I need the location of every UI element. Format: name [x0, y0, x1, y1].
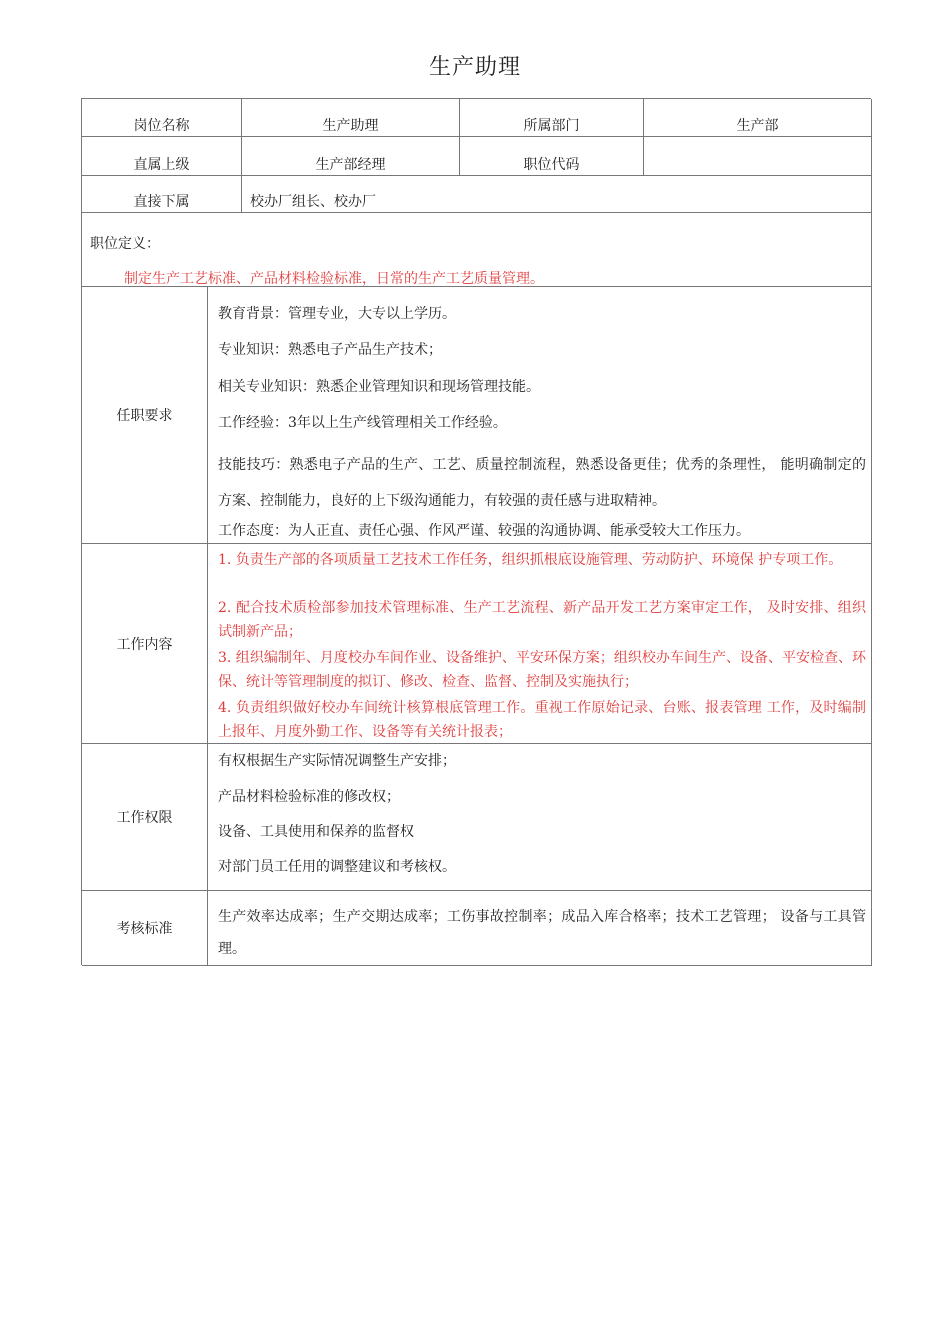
assessment-text: 生产效率达成率；生产交期达成率；工伤事故控制率；成品入库合格率；技术工艺管理； 设备与工具管理。 — [218, 909, 866, 957]
authority-item-4: 对部门员工任用的调整建议和考核权。 — [218, 859, 456, 875]
requirements-content — [208, 287, 872, 544]
assessment-content — [208, 891, 872, 966]
definition-label: 职位定义： — [90, 236, 160, 252]
authority-item-3: 设备、工具使用和保养的监督权 — [218, 824, 414, 840]
content-item-2: 2. 配合技术质检部参加技术管理标准、生产工艺流程、新产品开发工艺方案审定工作， 及时安排、组织试制新产品； — [218, 600, 866, 640]
content-label: 工作内容 — [82, 544, 208, 744]
req-related-knowledge: 相关专业知识：熟悉企业管理知识和现场管理技能。 — [218, 379, 540, 395]
label-department: 所属部门 — [460, 99, 644, 137]
content-item-4: 4. 负责组织做好校办车间统计核算根底管理工作。重视工作原始记录、台账、报表管理 工作，及时编制上报年、月度外勤工作、设备等有关统计报表； — [218, 700, 866, 740]
value-position-code — [644, 137, 872, 176]
req-attitude: 工作态度：为人正直、责任心强、作风严谨、较强的沟通协调、能承受较大工作压力。 — [218, 523, 750, 539]
authority-item-1: 有权根据生产实际情况调整生产安排； — [218, 753, 456, 769]
label-position-code: 职位代码 — [460, 137, 644, 176]
authority-label: 工作权限 — [82, 744, 208, 891]
label-position-name: 岗位名称 — [82, 99, 242, 137]
value-department: 生产部 — [644, 99, 872, 137]
requirements-label: 任职要求 — [82, 287, 208, 544]
label-direct-superior: 直属上级 — [82, 137, 242, 176]
req-skills: 技能技巧：熟悉电子产品的生产、工艺、质量控制流程，熟悉设备更佳；优秀的条理性， 能明确制定的方案、控制能力，良好的上下级沟通能力，有较强的责任感与进取精神。 — [218, 457, 866, 509]
page-title: 生产助理 — [428, 55, 521, 80]
content-item-1: 1. 负责生产部的各项质量工艺技术工作任务，组织抓根底设施管理、劳动防护、环境保 护专项工作。 — [218, 552, 843, 568]
req-education: 教育背景：管理专业，大专以上学历。 — [218, 306, 456, 322]
content-item-3: 3. 组织编制年、月度校办车间作业、设备维护、平安环保方案；组织校办车间生产、设备、平安检查、环保、统计等管理制度的拟订、修改、检查、监督、控制及实施执行； — [218, 650, 866, 690]
job-description-table — [81, 98, 871, 965]
authority-item-2: 产品材料检验标准的修改权； — [218, 789, 400, 805]
authority-list — [208, 744, 872, 891]
content-list — [208, 544, 872, 744]
req-experience: 工作经验：3年以上生产线管理相关工作经验。 — [218, 415, 507, 431]
definition-text: 制定生产工艺标准、产品材料检验标准，日常的生产工艺质量管理。 — [124, 271, 544, 287]
value-direct-subordinate: 校办厂组长、校办厂 — [242, 176, 872, 213]
req-knowledge: 专业知识：熟悉电子产品生产技术； — [218, 342, 442, 358]
value-direct-superior: 生产部经理 — [242, 137, 460, 176]
value-position-name: 生产助理 — [242, 99, 460, 137]
label-direct-subordinate: 直接下属 — [82, 176, 242, 213]
assessment-label: 考核标准 — [82, 891, 208, 966]
definition-section — [82, 213, 872, 287]
